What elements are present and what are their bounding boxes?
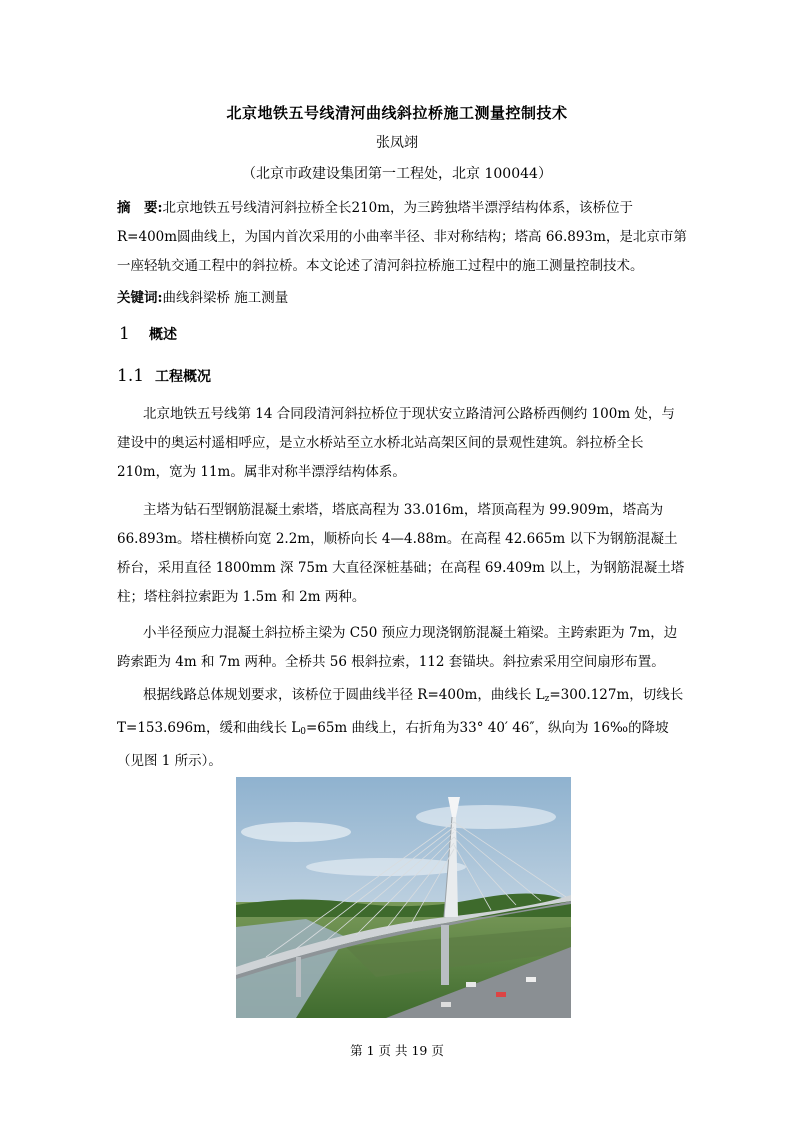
abstract [117,194,687,281]
keywords [117,284,687,313]
paragraph-text-part: =300.127m，切线长 T=153.696m，缓和曲线长 L [117,687,684,736]
author-affiliation: （北京市政建设集团第一工程处，北京 100044） [242,166,552,182]
subsection-number: 1.1 [117,366,145,386]
paragraph-4 [117,681,687,776]
author-name: 张凤翊 [376,135,418,151]
section-heading-1 [119,324,177,344]
paragraph-2 [117,496,687,612]
subsection-title: 工程概况 [155,369,211,385]
paragraph-text: 北京地铁五号线第 14 合同段清河斜拉桥位于现状安立路清河公路桥西侧约 100m 处，与建设中的奥运村遥相呼应，是立水桥站至立水桥北站高架区间的景观性建筑。斜拉桥全长 210m，宽为 11m。属非对称半漂浮结构体系。 [117,406,675,480]
section-heading-1-1 [117,366,211,386]
paragraph-text: 主塔为钻石型钢筋混凝土索塔，塔底高程为 33.016m，塔顶高程为 99.909m，塔高为 66.893m。塔柱横桥向宽 2.2m，顺桥向长 4—4.88m。在高程 42.665m 以下为钢筋混凝土桥台，采用直径 1800mm 深 75m 大直径深桩基础；在高程 69.409m 以上，为钢筋混凝土塔柱；塔柱斜拉索距为 1.5m 和 2m 两种。 [117,502,685,605]
bridge-rendering-image [236,777,571,1018]
abstract-label: 摘 要: [117,200,163,216]
paper-title: 北京地铁五号线清河曲线斜拉桥施工测量控制技术 [226,104,568,122]
paragraph-text: 小半径预应力混凝土斜拉桥主梁为 C50 预应力现浇钢筋混凝土箱梁。主跨索距为 7m，边跨索距为 4m 和 7m 两种。全桥共 56 根斜拉索，112 套锚块。斜拉索采用空间扇形布置。 [117,625,678,670]
subscript: 0 [300,727,306,737]
abstract-text: 北京地铁五号线清河斜拉桥全长210m，为三跨独塔半漂浮结构体系，该桥位于 R=400m圆曲线上，为国内首次采用的小曲率半径、非对称结构；塔高 66.893m，是北京市第一座轻轨交通工程中的斜拉桥。本文论述了清河斜拉桥施工过程中的施工测量控制技术。 [117,200,687,274]
paragraph-text [117,681,687,776]
section-number: 1 [119,324,130,344]
section-title: 概述 [149,327,177,343]
paragraph-text-part: =65m 曲线上，右折角为33° 40′ 46″，纵向为 16‰的降坡（见图 1 所示）。 [117,720,669,769]
subscript: z [544,694,550,704]
paragraph-1 [117,400,687,487]
bridge-illustration [236,777,571,1018]
page-footer: 第 1 页 共 19 页 [350,1043,444,1058]
keywords-text: 曲线斜梁桥 施工测量 [162,290,289,306]
keywords-label: 关键词: [117,290,163,306]
paragraph-3 [117,619,687,677]
paragraph-text-part: 根据线路总体规划要求，该桥位于圆曲线半径 R=400m，曲线长 L [143,687,545,703]
